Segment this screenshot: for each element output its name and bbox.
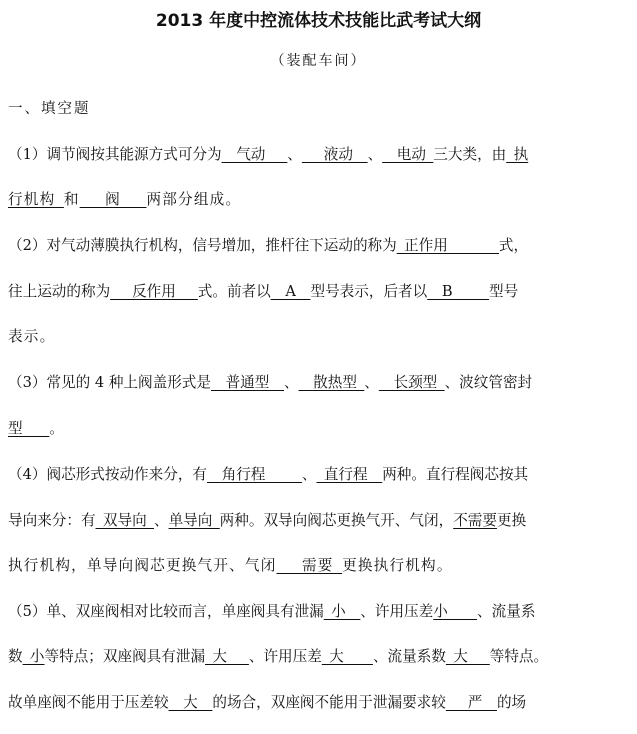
text-segment: 、流量系数 (372, 648, 446, 665)
answer-blank: _大___ (205, 648, 249, 665)
text-line (8, 691, 631, 712)
text-segment: 、许用压差 (248, 648, 322, 665)
text-line (8, 280, 631, 301)
text-segment: 的场合，双座阀不能用于泄漏要求较 (212, 694, 446, 711)
text-line (8, 371, 631, 392)
text-segment: 更换执行机构。 (342, 557, 453, 574)
answer-blank: 不需要 (453, 512, 497, 529)
answer-blank: __长颈型_ (378, 374, 445, 391)
text-segment: 两种。双导向阀芯更换气开、气闭， (219, 512, 454, 529)
answer-blank: __气动___ (221, 146, 288, 163)
answer-blank: ___阀___ (79, 191, 147, 208)
text-segment: 、波纹管密封 (444, 374, 533, 391)
text-segment: （3）常见的 4 种上阀盖形式是 (8, 374, 211, 391)
answer-blank: ___反作用___ (110, 283, 198, 300)
text-segment: 、 (301, 466, 317, 483)
text-segment: （4）阀芯形式按动作来分，有 (8, 466, 208, 483)
text-line (8, 509, 631, 530)
text-segment: 等特点。 (489, 648, 549, 665)
text-segment: 。 (49, 420, 66, 437)
answer-blank: ___液动__ (301, 146, 368, 163)
text-segment: 两种。直行程阀芯按其 (382, 466, 529, 483)
answer-blank: _大____ (321, 648, 373, 665)
text-segment: 、 (367, 146, 383, 163)
text-segment: 型号表示，后者以 (310, 283, 428, 300)
answer-blank: __B_____ (427, 283, 490, 300)
text-line (8, 554, 631, 575)
answer-blank: _双导向_ (95, 512, 154, 529)
answer-blank: _执 (506, 146, 529, 163)
page-title: 2013 年度中控流体技术技能比武考试大纲 (155, 11, 482, 31)
text-line (8, 645, 631, 666)
answer-blank: __散热型_ (298, 374, 365, 391)
text-segment: 、许用压差 (360, 603, 434, 620)
text-segment: 式。前者以 (197, 283, 271, 300)
answer-blank: 行机构_ (8, 191, 64, 208)
text-segment: 两部分组成。 (146, 191, 242, 208)
text-segment: 数 (8, 648, 23, 665)
answer-blank: __大__ (168, 694, 213, 711)
answer-blank: __A__ (270, 283, 311, 300)
text-segment: 和 (63, 191, 80, 208)
answer-blank: __角行程_____ (207, 466, 302, 483)
answer-blank: __电动_ (382, 146, 434, 163)
text-segment: 三大类，由 (433, 146, 507, 163)
text-segment: 表示。 (8, 328, 56, 345)
answer-blank: 型___ (8, 420, 50, 437)
text-segment: （1）调节阀按其能源方式可分为 (8, 146, 222, 163)
text-line (8, 143, 631, 164)
text-segment: 导向来分：有 (8, 512, 96, 529)
text-line (8, 325, 631, 346)
answer-blank: _小__ (323, 603, 361, 620)
text-segment: （5）单、双座阀相对比较而言，单座阀具有泄漏 (8, 603, 324, 620)
text-segment: 、 (287, 146, 302, 163)
text-segment: 等特点；双座阀具有泄漏 (44, 648, 206, 665)
answer-blank: _正作用_______ (396, 237, 499, 254)
answer-blank: __普通型__ (210, 374, 284, 391)
answer-blank: ___需要_ (276, 557, 343, 574)
answer-blank: _大___ (445, 648, 490, 665)
text-segment: （2）对气动薄膜执行机构，信号增加，推杆往下运动的称为 (8, 237, 397, 254)
answer-blank: _直行程__ (316, 466, 383, 483)
answer-blank: ___严__ (445, 694, 497, 711)
text-segment: 、 (364, 374, 379, 391)
subtitle: （装配车间） (270, 53, 367, 69)
answer-blank: 单导向_ (168, 512, 220, 529)
text-segment: 、 (283, 374, 299, 391)
answer-blank: 小____ (433, 603, 478, 620)
text-line (8, 463, 631, 484)
text-line (8, 234, 631, 255)
text-segment: 故单座阀不能用于压差较 (8, 694, 169, 711)
text-line (8, 600, 631, 621)
text-segment: 式， (498, 237, 529, 254)
section-heading: 一、填空题 (8, 101, 91, 117)
text-segment: 执行机构，单导向阀芯更换气开、气闭 (8, 557, 277, 574)
text-segment: 、流量系 (477, 603, 536, 620)
text-line (8, 188, 631, 209)
text-segment: 更换 (496, 512, 527, 529)
text-line (8, 417, 631, 438)
text-segment: 型号 (489, 283, 519, 300)
text-segment: 的场 (496, 694, 527, 711)
answer-blank: _小 (22, 648, 45, 665)
text-segment: 、 (153, 512, 169, 529)
text-segment: 往上运动的称为 (8, 283, 111, 300)
